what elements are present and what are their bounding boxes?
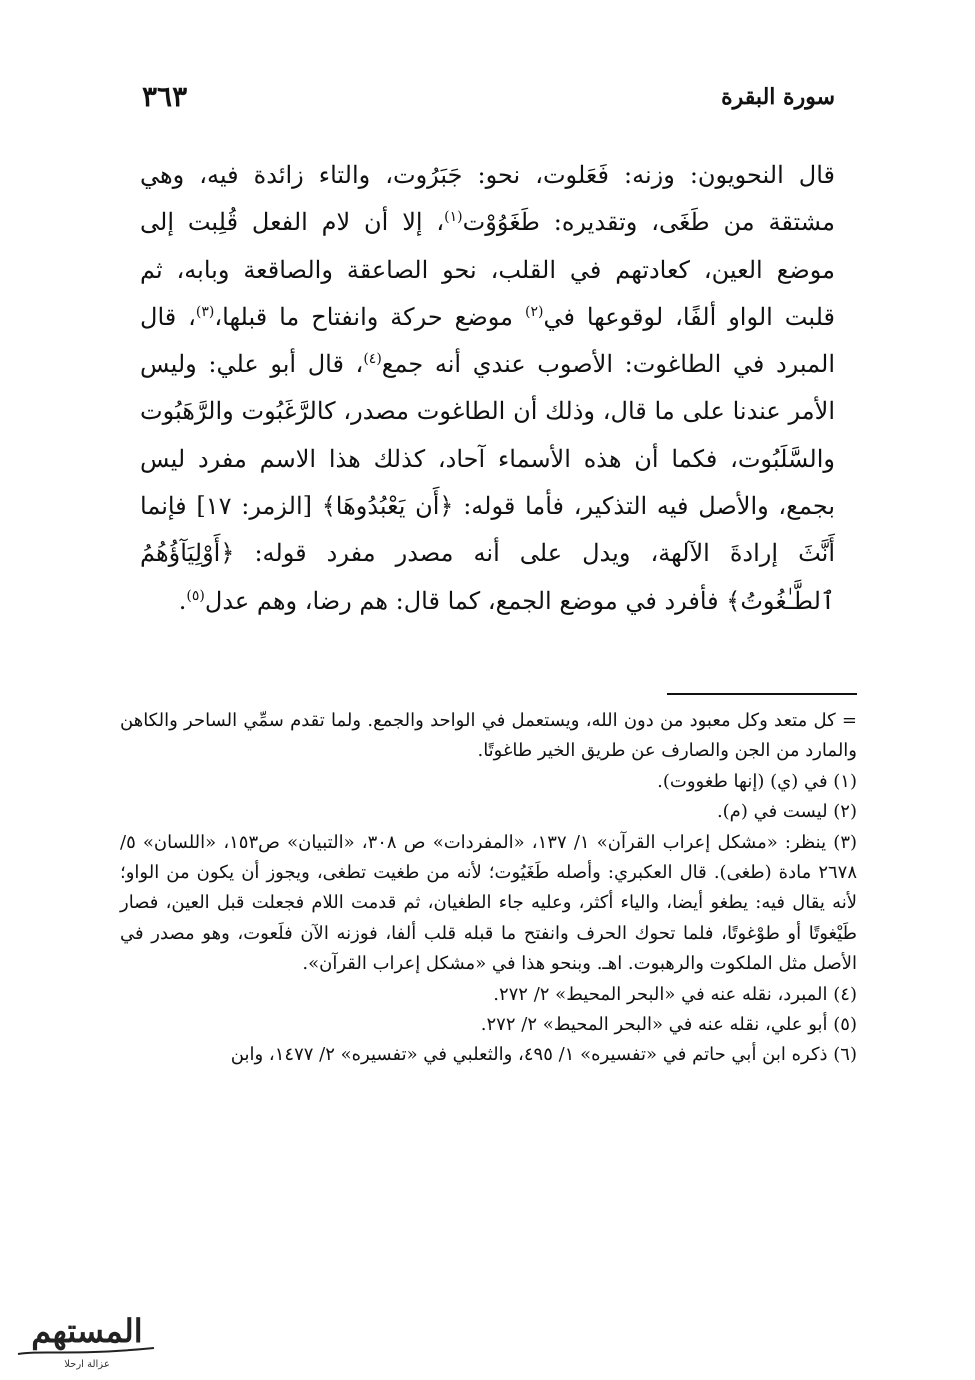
main-paragraph: قال النحويون: وزنه: فَعَلوت، نحو: جَبَرُوت، والتاء زائدة فيه، وهي مشتقة من طَغَى، وتقديره: طَغَوُوْت$^{(١)}$، إلا أن لام الفعل قُلِبت إلى موضع العين، كعادتهم في القلب، نحو الصاعقة والصاقعة وبابه، ثم قلبت الواو ألفًا، لوقوعها في$^{(٢)}$ موضع حركة وانفتاح ما قبلها،$^{(٣)}$، قال المبرد في الطاغوت: الأصوب عندي أنه جمع$^{(٤)}$، قال أبو علي: وليس الأمر عندنا على ما قال، وذلك أن الطاغوت مصدر، كالرَّغَبُوت والرَّهَبُوت والسَّلَبُوت، فكما أن هذه الأسماء آحاد، كذلك هذا الاسم مفرد ليس بجمع، والأصل فيه التذكير، فأما قوله: ﴿أَن يَعْبُدُوهَا﴾ [الزمر: ١٧] فإنما أَنَّثَ إرادةَ الآلهة، ويدل على أنه مصدر مفرد قوله: ﴿أَوْلِيَآؤُهُمُ ٱلطَّـٰغُوتُ﴾ فأفرد في موضع الجمع، كما قال: هم رضا، وهم عدل$^{(٥)}$. [140, 161, 836, 615]
main-text [140, 152, 835, 625]
logo-caption: عزالة ارحلا [64, 1359, 110, 1370]
footnote-ref-5[interactable]: (٥) [186, 587, 205, 604]
logo-text: المستهم [31, 1312, 143, 1350]
footnote-3: (٣) ينظر: «مشكل إعراب القرآن» ١/ ١٣٧، «المفردات» ص ٣٠٨، «التبيان» ص١٥٣، «اللسان» ٥/ ٢٦٧٨ مادة (طغى). قال العكبري: وأصله طَغَيُوت؛ لأنه من طغيت تطغى، ويجوز أن يكون من الواو؛ لأنه يقال فيه: يطغو أيضا، والياء أكثر، وعليه جاء الطغيان، ثم قدمت اللام فجعلت قبل العين، فصار طَيْغوتًا أو طوْغوتًا، فلما تحوك الحرف وانفتح ما قبله قلب ألفا، فوزنه الآن فلَعوت، وهو مصدر في الأصل مثل الملكوت والرهبوت. اهـ. وبنحو هذا في «مشكل إعراب القرآن». [120, 831, 858, 975]
publisher-logo [12, 1292, 162, 1372]
footnote-ref-3[interactable]: (٣) [195, 303, 215, 320]
footnote-4: (٤) المبرد، نقله عنه في «البحر المحيط» ٢/ ٢٧٢. [493, 983, 857, 1005]
footnote-ref-1[interactable]: (١) [444, 209, 463, 226]
footnote-1: (١) في (ي) (إنها طغووت). [657, 770, 857, 792]
page-header [142, 80, 835, 124]
footnote-2: (٢) ليست في (م). [716, 801, 857, 823]
footnote-5: (٥) أبو علي، نقله عنه في «البحر المحيط» ٢/ ٢٧٢. [480, 1014, 857, 1036]
footnote-ref-4[interactable]: (٤) [363, 351, 382, 368]
footnote-ref-2[interactable]: (٢) [524, 303, 544, 320]
footnote-6: (٦) ذكره ابن أبي حاتم في «تفسيره» ١/ ٤٩٥، والثعلبي في «تفسيره» ٢/ ١٤٧٧، وابن [230, 1044, 857, 1066]
footnote-continuation: = كل متعد وكل معبود من دون الله، ويستعمل في الواحد والجمع. ولما تقدم سمِّي الساحر والكاهن والمارد من الجن والصارف عن طريق الخير طاغوتًا. [120, 710, 857, 762]
surah-title: سورة البقرة [721, 84, 835, 110]
footnote-separator [667, 693, 857, 695]
footnotes [120, 706, 857, 1071]
page-number: ٣٦٣ [142, 80, 188, 113]
